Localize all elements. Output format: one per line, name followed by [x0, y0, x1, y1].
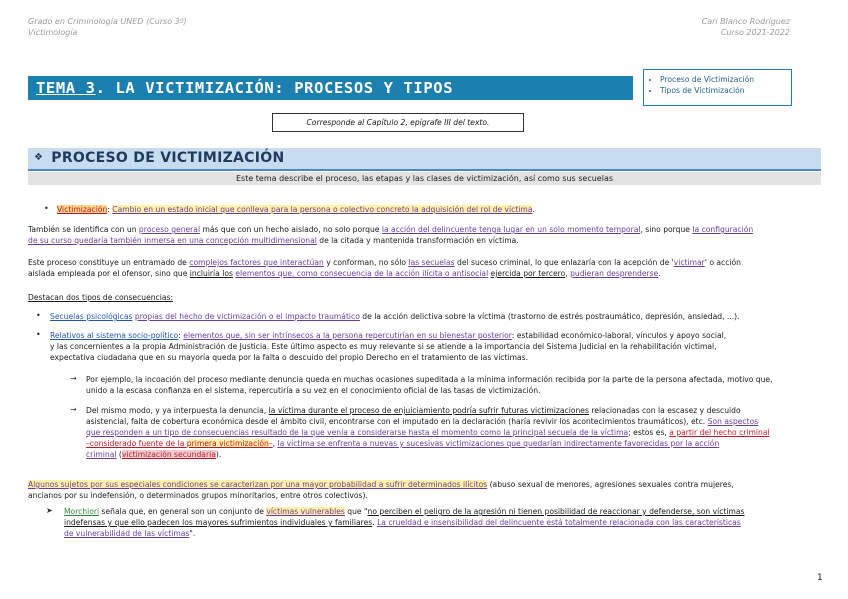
b1-text: de la acción delictiva sobre la víctima (trastorno de estrés postraumático, depresión, ansiedad, ...). [359, 312, 740, 321]
consequence-2 [50, 330, 825, 363]
p2-highlight: victimar [673, 258, 705, 267]
toc-box [643, 69, 792, 106]
p2-text: . [658, 269, 661, 278]
a2-text: , [272, 439, 278, 448]
p1-text: También se identifica con un [28, 225, 139, 234]
b2-line2: y las concernientes a la propia Administración de Justicia. Este último aspecto es muy relevante si se atiende a la importancia del Sistema Judicial en la rehabilitación victimal, [50, 342, 717, 351]
p2-highlight: las secuelas [408, 258, 455, 267]
p2-text: aislada empleada por el ofensor, sino que [28, 269, 190, 278]
a2-primary-victimization: primera victimización [186, 439, 269, 448]
paragraph-1 [28, 224, 823, 246]
p1-highlight: la configuración [692, 225, 754, 234]
bullet-icon: • [36, 330, 41, 339]
definition-colon: : [107, 205, 110, 214]
a1-line2: unido a la escasa confianza en el sistema, repercutiría a su vez en el conocimiento oficial de las tasas de victimización. [86, 386, 541, 395]
a2-red: – [268, 439, 273, 448]
m-text: que " [344, 507, 368, 516]
m-text: señala que, en general son un conjunto de [99, 507, 267, 516]
m-underline: indefensas y que ello padecen los mayores sufrimientos individuales y familiares [64, 518, 373, 527]
definition-text: Cambio en un estado inicial que conlleva para la persona o colectivo concreto la adquisición del rol de víctima [112, 205, 533, 214]
a2-text: asistencial, falta de cobertura económica desde el ámbito civil, encontrarse con el imputado en la declaración (haría revivir los acontecimientos traumáticos), etc. [86, 417, 708, 426]
arrow-point-1 [86, 374, 823, 396]
a2-text: ( [116, 450, 122, 459]
toc-item[interactable]: • Proceso de Victimización [660, 74, 791, 85]
p2-text: Este proceso constituye un entramado de [28, 258, 190, 267]
header-course [28, 16, 187, 38]
p3-highlight: Algunos sujetos por sus especiales condiciones se caracterizan por una mayor probabilidad a sufrir determinados ilícitos [28, 480, 488, 489]
m-underline: no perciben el peligro de la agresión ni tienen posibilidad de reaccionar y defenderse, son víctimas [367, 507, 745, 516]
definition-end: . [532, 205, 535, 214]
title-number: TEMA 3 [36, 79, 96, 97]
a2-red: a partir del hecho criminal [669, 428, 770, 437]
p1-highlight: la acción del delincuente tenga lugar en un solo momento temporal [381, 225, 641, 234]
m-highlight: víctimas vulnerables [266, 507, 345, 516]
b2-text: : [178, 331, 184, 340]
definition-term: Victimización [57, 205, 108, 214]
definition [57, 204, 827, 215]
reference-box: Corresponde al Capítulo 2, epígrafe III del texto. [272, 113, 524, 132]
p2-underline: ejercida por tercero [490, 269, 566, 278]
a2-highlight: la víctima se enfrenta a nuevas y sucesivas victimizaciones que quedarían indirectamente favorecidas por la acción [277, 439, 720, 448]
p1-highlight: de su curso quedaría también inmersa en una concepción multidimensional [28, 236, 317, 245]
arrow-right-icon: → [70, 374, 77, 383]
p1-text: , sino porque [640, 225, 693, 234]
section-description: Este tema describe el proceso, las etapas y las clases de victimización, así como sus secuelas [28, 172, 821, 185]
p2-highlight: pudieran desprenderse [570, 269, 659, 278]
m-text: ". [189, 529, 196, 538]
b1-term: Secuelas psicológicas [50, 312, 133, 321]
a1-line1: Por ejemplo, la incoación del proceso mediante denuncia queda en muchas ocasiones supeditada a la mínima información recibida por la parte de la persona afectada, motivo que, [86, 375, 773, 384]
a2-red: –considerado fuente de la [86, 439, 187, 448]
header-right-line1: Cari Blanco Rodríguez [701, 17, 790, 26]
arrow-point-2 [86, 405, 823, 460]
bullet-icon: • [36, 311, 41, 320]
m-highlight: La crueldad e insensibilidad del delincuente está totalmente relacionada con las características [377, 518, 741, 527]
a2-highlight: Son aspectos [707, 417, 759, 426]
p2-highlight: complejos factores que interactúan [189, 258, 324, 267]
header-right-line2: Curso 2021-2022 [720, 28, 790, 37]
p2-text: y conforman, no sólo [323, 258, 409, 267]
section-title [34, 150, 284, 166]
p3-text: (abuso sexual de menores, agresiones sexuales contra mujeres, [487, 480, 734, 489]
consequences-title: Destacan dos tipos de consecuencias: [28, 293, 174, 302]
page-title [36, 79, 453, 97]
a2-highlight: que responden a un tipo de consecuencias resultado de la que venía a considerarse hasta el momento como la principal secuela de la víctima [86, 428, 629, 437]
a2-text: Del mismo modo, y ya interpuesta la denuncia, [86, 406, 269, 415]
b2-line3: expectativa ciudadana que en su mayoría queda por la falta o descuido del propio Derecho en el tratamiento de las víctimas. [50, 353, 528, 362]
author-name: Morchiori [64, 507, 100, 516]
a2-text: relacionadas con la escasez y descuido [588, 406, 741, 415]
header-author [620, 16, 790, 38]
p1-text: de la citada y mantenida transformación en víctima. [316, 236, 519, 245]
b1-highlight: propias del hecho de victimización o el impacto traumático [134, 312, 360, 321]
p1-text: más que con un hecho aislado, no solo porque [200, 225, 382, 234]
a2-secondary-victimization: victimización secundaria [121, 450, 216, 459]
title-rest: . LA VICTIMIZACIÓN: PROCESOS Y TIPOS [95, 79, 454, 97]
paragraph-3 [28, 479, 825, 501]
diamond-bullet-icon: ❖ [34, 152, 44, 163]
arrow-right-icon: → [70, 405, 77, 414]
header-left-line1: Grado en Criminología UNED (Curso 3º) [28, 17, 187, 26]
a2-text: ; estos es, [628, 428, 670, 437]
section-title-text: PROCESO DE VICTIMIZACIÓN [51, 150, 285, 166]
bullet-icon: • [44, 204, 49, 213]
p2-text: del suceso criminal, lo que enlazaría con la acepción de ' [454, 258, 674, 267]
p3-line2: ancianos por su indefensión, o determinados grupos minoritarios, entre otros colectivos). [28, 491, 368, 500]
p2-underline: incluiría los [189, 269, 233, 278]
p2-text: , [565, 269, 571, 278]
toc-item[interactable]: • Tipos de Victimización [660, 85, 791, 96]
a2-underline: la víctima durante el proceso de enjuiciamiento podría sufrir futuras victimizaciones [268, 406, 589, 415]
b2-text: : estabilidad económico-laboral, vínculos y apoyo social, [511, 331, 727, 340]
consequence-1 [50, 311, 825, 322]
p2-highlight: elementos que, como consecuencia de la acción ilícita o antisocial [235, 269, 489, 278]
b2-highlight: elementos que, sin ser intrínsecos a la persona repercutirían en su bienestar posterior [183, 331, 512, 340]
page-number: 1 [817, 573, 823, 583]
a2-text: ). [215, 450, 222, 459]
arrowhead-bullet-icon: ➤ [46, 506, 53, 515]
p1-highlight: proceso general [138, 225, 201, 234]
header-left-line2: Victimología [28, 28, 78, 37]
morchiori-quote [64, 506, 824, 539]
a2-highlight: criminal [86, 450, 117, 459]
paragraph-2 [28, 257, 823, 279]
m-text: . [372, 518, 378, 527]
m-highlight: de vulnerabilidad de las víctimas [64, 529, 190, 538]
b2-term: Relativos al sistema socio-político [50, 331, 179, 340]
p2-text: ' o acción [704, 258, 741, 267]
